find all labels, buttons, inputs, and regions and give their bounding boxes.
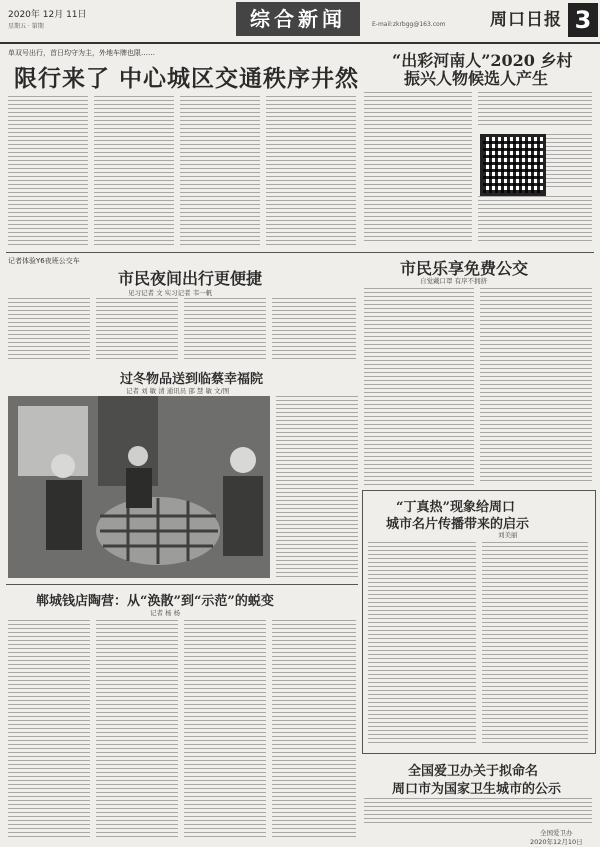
pottery-col2 <box>96 620 178 840</box>
page-number: 3 <box>568 3 598 37</box>
masthead <box>0 0 600 44</box>
divider-mid <box>6 584 358 585</box>
night-bus-col2 <box>96 298 178 362</box>
qr-code <box>480 134 546 196</box>
section-title: 综合新闻 <box>236 2 360 36</box>
free-bus-headline: 市民乐享免费公交 <box>400 259 529 278</box>
lead-body-col2 <box>94 96 174 246</box>
night-bus-col1 <box>8 298 90 362</box>
photo-story-headline: 过冬物品送到临蔡幸福院 <box>120 372 264 387</box>
pottery-col3 <box>184 620 266 840</box>
rural-body-col2 <box>478 92 592 128</box>
commentary-col1 <box>368 542 476 746</box>
notice-date: 2020年12月10日 <box>530 838 583 846</box>
night-bus-byline: 见习记者 文 实习记者 韦一帆 <box>128 289 213 297</box>
newspaper-logo: 周口日报 <box>490 10 562 30</box>
night-bus-col4 <box>272 298 356 362</box>
rural-body-col1 <box>364 92 472 242</box>
free-bus-subhead: 自觉戴口罩 有序不拥挤 <box>420 277 488 285</box>
issue-date: 2020年 12月 11日 <box>8 10 87 20</box>
lead-headline: 限行来了 中心城区交通秩序井然 <box>14 65 360 92</box>
photo-story-byline: 记者 刘 敏 清 通讯员 邵 慧 敏 文/图 <box>126 387 230 395</box>
commentary-headline-1: “丁真热”现象给周口 <box>396 500 515 515</box>
lead-body-col4 <box>266 96 356 246</box>
pottery-col4 <box>272 620 356 840</box>
lead-kicker: 单双号出行，首日均守为主，外地车牌也限…… <box>8 49 155 57</box>
night-bus-headline: 市民夜间出行更便捷 <box>118 269 263 288</box>
divider-top <box>6 252 594 253</box>
pottery-col1 <box>8 620 90 840</box>
pottery-byline: 记者 杨 杨 <box>150 609 181 617</box>
notice-headline-2: 周口市为国家卫生城市的公示 <box>392 782 562 797</box>
free-bus-col2 <box>480 288 592 484</box>
notice-issuer: 全国爱卫办 <box>540 829 573 837</box>
rural-headline-1: “出彩河南人”2020 乡村 <box>392 51 573 70</box>
notice-body <box>364 798 592 826</box>
pottery-headline: 郸城钱店陶营：从“涣散”到“示范”的蜕变 <box>36 594 274 609</box>
rural-headline-2: 振兴人物候选人产生 <box>404 69 549 88</box>
commentary-headline-2: 城市名片传播带来的启示 <box>386 517 530 532</box>
issue-meta: 星期五 · 第期 <box>8 23 44 30</box>
commentary-col2 <box>482 542 588 746</box>
lead-body-col1 <box>8 96 88 246</box>
commentary-author: 刘美丽 <box>498 531 518 539</box>
photo-volunteers <box>8 396 270 578</box>
night-bus-col3 <box>184 298 266 362</box>
contact-email: E-mail:zkrbgg@163.com <box>372 21 446 28</box>
night-bus-kicker: 记者体验Y6夜班公交车 <box>8 257 80 265</box>
rural-body-col3 <box>546 134 592 190</box>
photo-story-text <box>276 396 358 578</box>
free-bus-col1 <box>364 288 474 488</box>
notice-headline-1: 全国爱卫办关于拟命名 <box>408 764 539 779</box>
lead-body-col3 <box>180 96 260 246</box>
rural-body-col4 <box>478 196 592 242</box>
